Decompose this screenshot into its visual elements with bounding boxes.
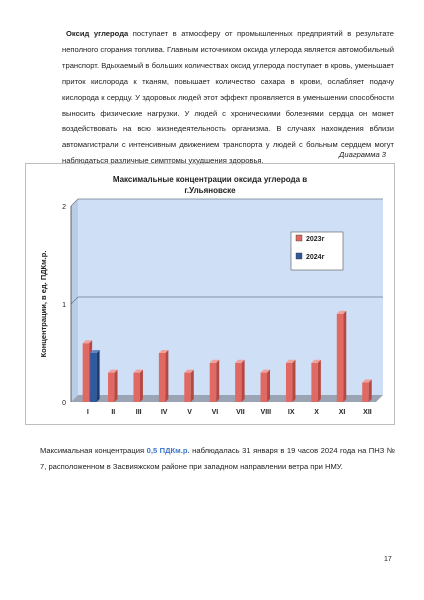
legend-swatch (296, 253, 302, 259)
x-tick-label: III (135, 409, 142, 416)
bar-2023-side (343, 311, 346, 402)
x-tick-label: XI (338, 409, 346, 416)
bar-2023-side (369, 379, 372, 402)
bar-2023-side (318, 360, 321, 402)
bar-2023 (184, 373, 191, 402)
x-tick-label: X (314, 409, 319, 416)
page-number: 17 (384, 556, 392, 563)
legend-label: 2023г (306, 236, 325, 243)
y-tick-label: 0 (62, 400, 66, 407)
bar-2023 (133, 373, 140, 402)
intro-paragraph (62, 26, 394, 169)
bar-2023-side (165, 350, 168, 402)
chart-title-line2: г.Ульяновске (184, 186, 236, 195)
x-tick-label: IV (160, 409, 168, 416)
bar-2023 (362, 382, 369, 402)
bar-2023 (83, 343, 90, 402)
bar-2023 (108, 373, 115, 402)
bar-2023 (261, 373, 268, 402)
bar-2023-side (292, 360, 295, 402)
y-tick-label: 2 (62, 204, 66, 211)
bar-2023 (286, 363, 293, 402)
y-axis-label: Концентрации, в ед. ПДКм.р. (39, 250, 48, 358)
chart-frame (25, 163, 395, 425)
bar-2023-side (191, 370, 194, 402)
bar-2023-side (267, 370, 270, 402)
x-tick-label: V (187, 409, 192, 416)
bar-2023-side (140, 370, 143, 402)
footer-highlight: 0,5 ПДКм.р. (146, 446, 190, 455)
bar-2023-side (216, 360, 219, 402)
bar-2023 (235, 363, 242, 402)
chart-title-line1: Максимальные концентрации оксида углерода в (112, 175, 308, 184)
bar-2023 (210, 363, 217, 402)
diagram-label: Диаграмма 3 (339, 150, 386, 159)
bar-chart (26, 164, 396, 426)
bar-2024-side (97, 350, 100, 402)
paragraph-body: поступает в атмосферу от промышленных предприятий в результате неполного сгорания топлива. Главным источником оксида углерода является автомобильный транспорт. Вдыхаемый в больших количествах оксид углерода поступает в кровь, уменьшает приток кислорода к тканям, повышает количество сахара в крови, ослабляет подачу кислорода к сердцу. У здоровых людей этот эффект проявляется в уменьшении способности выносить физические нагрузки. У людей с хроническими болезнями сердца он может воздействовать на всю жизнедеятельность организма. В случаях нахождения вблизи автомагистрали с интенсивным движением транспорта у людей с больным сердцем могут наблюдаться различные симптомы ухудшения здоровья. (62, 29, 395, 166)
floor (71, 395, 383, 402)
x-tick-label: I (86, 409, 89, 416)
bar-2023-side (115, 370, 118, 402)
paragraph-lead: Оксид углерода (66, 29, 129, 38)
footer-part2: наблюдалась 31 января в 19 часов 2024 года на ПНЗ № 7, расположенном в Засвияжском районе при западном направлении ветра при НМУ. (40, 446, 395, 471)
legend-swatch (296, 235, 302, 241)
legend-label: 2024г (306, 254, 325, 261)
bar-2023 (311, 363, 318, 402)
bar-2023-side (242, 360, 245, 402)
y-tick-label: 1 (62, 302, 66, 309)
x-tick-label: II (111, 409, 116, 416)
footer-part1: Максимальная концентрация (40, 446, 147, 455)
footer-paragraph (40, 443, 395, 474)
bar-2023 (159, 353, 166, 402)
x-tick-label: VI (211, 409, 219, 416)
x-tick-label: VIII (260, 409, 272, 416)
x-tick-label: IX (287, 409, 295, 416)
bar-2023 (337, 314, 344, 402)
bar-2024 (90, 353, 97, 402)
x-tick-label: VII (236, 409, 245, 416)
x-tick-label: XII (363, 409, 372, 416)
